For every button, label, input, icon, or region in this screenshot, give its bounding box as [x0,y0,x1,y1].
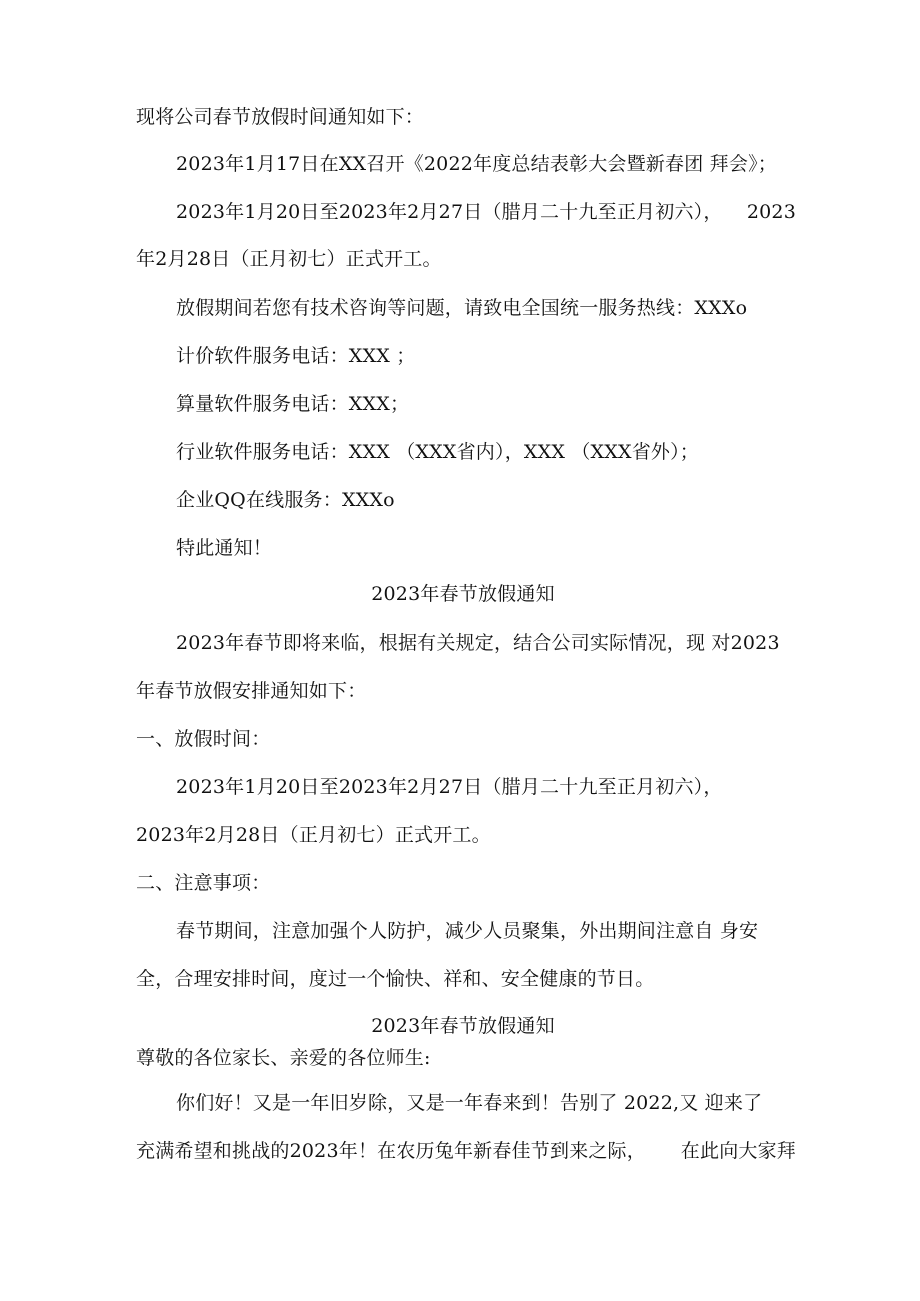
notes-paragraph-line-1 [176,918,796,944]
notes-paragraph-text: 春节期间，注意加强个人防护，减少人员聚集，外出期间注意自 身安 [176,920,759,942]
meeting-line: 2023年1月17日在XX召开《2022年度总结表彰大会暨新春团 拜会》； [176,153,777,175]
industry-phone-line: 行业软件服务电话：XXX （XXX省内），XXX （XXX省外）； [176,441,699,463]
holiday-period-text: 2023年1月20日至2023年2月27日（腊月二十九至正月初六）， [176,201,723,223]
section-title: 2023年春节放假通知 [371,583,555,605]
pricing-phone-line: 计价软件服务电话：XXX ； [176,345,416,367]
qq-service-line: 企业QQ在线服务：XXXo [176,489,395,511]
greeting-line-1 [176,1090,796,1116]
greeting-text-2: 充满希望和挑战的2023年！在农历兔年新春佳节到来之际， [136,1140,646,1162]
holiday-period-line [176,199,796,225]
salutation-line: 尊敬的各位家长、亲爱的各位师生: [136,1047,431,1069]
holiday-period-year: 2023 [746,201,796,223]
notice-paragraph-line-1 [176,630,796,656]
section-heading-holiday: 一、放假时间： [136,728,271,750]
holiday-work-start-line: 2023年2月28日（正月初七）正式开工。 [136,824,491,846]
work-start-line: 年2月28日（正月初七）正式开工。 [136,248,442,270]
notice-paragraph-line-2: 年春节放假安排通知如下： [136,680,367,702]
hotline-line: 放假期间若您有技术咨询等问题，请致电全国统一服务热线：XXXo [176,297,748,319]
holiday-time-line: 2023年1月20日至2023年2月27日（腊月二十九至正月初六）， [176,776,723,798]
greeting-text-3: 在此向大家拜 [680,1140,796,1162]
intro-line: 现将公司春节放假时间通知如下： [136,106,425,128]
section-heading-notes: 二、注意事项： [136,872,271,894]
greeting-line-2 [136,1138,796,1164]
closing-line: 特此通知！ [176,537,273,559]
section-title-2: 2023年春节放假通知 [371,1015,555,1037]
greeting-text-1: 你们好！又是一年旧岁除，又是一年春来到！告别了 2022,又 迎来了 [176,1092,763,1114]
quantity-phone-line: 算量软件服务电话：XXX； [176,393,410,415]
notice-paragraph-text: 2023年春节即将来临，根据有关规定，结合公司实际情况，现 对2023 [176,632,780,654]
notes-paragraph-line-2: 全，合理安排时间，度过一个愉快、祥和、安全健康的节日。 [136,968,655,990]
